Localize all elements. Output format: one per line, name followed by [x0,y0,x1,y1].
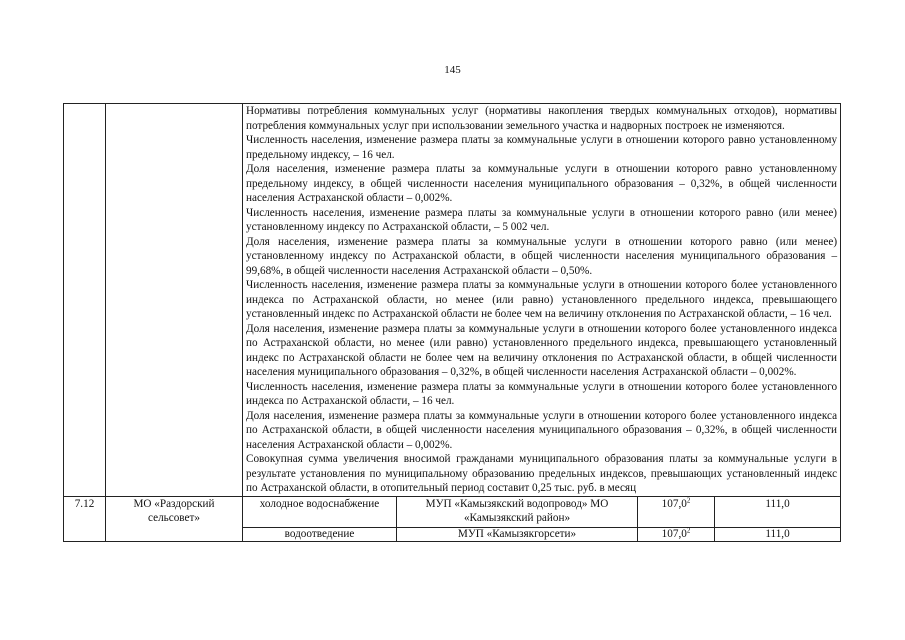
paragraph: Численность населения, изменение размера платы за коммунальные услуги в отношении которого равно (или менее) установленному индексу по Астраханской области, – 5 002 чел. [246,206,838,233]
provider-name: МУП «Камызякский водопровод» МО «Камызякский район» [397,496,638,527]
table-row [64,496,841,527]
empty-municipality-cell [106,104,243,497]
paragraph: Численность населения, изменение размера платы за коммунальные услуги в отношении которого более установленного индекса по Астраханской области, но менее (или равно) установленного предельного индекса, превышающего установленный индекс по Астраханской области не более чем на величину отклонения по Астраханской области, – 16 чел. [246,279,838,320]
document-table [63,103,841,542]
index-footnote: 2 [686,495,691,504]
paragraph: Численность населения, изменение размера платы за коммунальные услуги в отношении которого равно установленному предельному индексу, – 16 чел. [246,134,838,161]
service-name: холодное водоснабжение [243,496,397,527]
limit-value: 111,0 [715,527,841,541]
service-name: водоотведение [243,527,397,541]
paragraph: Доля населения, изменение размера платы за коммунальные услуги в отношении которого равно (или менее) установленному индексу по Астраханской области, в общей численности населения муниципального образования – 99,68%, в общей численности населения Астраханской области – 0,50%. [246,235,838,277]
paragraph: Доля населения, изменение размера платы за коммунальные услуги в отношении которого более установленного индекса по Астраханской области, в общей численности населения муниципального образования – 0,32%, в общей численности населения Астраханской области – 0,002%. [246,409,838,451]
empty-number-cell [64,104,106,497]
paragraph: Совокупная сумма увеличения вносимой гражданами муниципального образования платы за коммунальные услуги в результате установления по муниципальному образованию предельных индексов, превышающих установленный индекс по Астраханской области, в отопительный период составит 0,25 тыс. руб. в месяц [246,453,838,494]
index-value-cell [638,496,715,527]
municipality-name: МО «Раздорский сельсовет» [106,496,243,541]
limit-value: 111,0 [715,496,841,527]
index-value: 107,0 [661,527,687,540]
continuation-row [64,104,841,497]
continuation-text-cell [243,104,841,497]
index-value: 107,0 [661,497,687,510]
page-number: 145 [444,64,461,76]
paragraph: Доля населения, изменение размера платы за коммунальные услуги в отношении которого более установленного индекса по Астраханской области, но менее (или равно) установленного предельного индекса, превышающего установленный индекс по Астраханской области не более чем на величину отклонения по Астраханской области, в общей численности населения муниципального образования – 0,32%, в общей численности населения Астраханской области – 0,002%. [246,322,838,378]
paragraph: Нормативы потребления коммунальных услуг (нормативы накопления твердых коммунальных отходов), нормативы потребления коммунальных услуг при использовании земельного участка и надворных построек не изменяются. [246,105,838,132]
entry-number: 7.12 [64,496,106,541]
index-footnote: 2 [686,525,691,534]
paragraph: Численность населения, изменение размера платы за коммунальные услуги в отношении которого более установленного индекса по Астраханской области, – 16 чел. [246,380,838,407]
index-value-cell [638,527,715,541]
paragraph: Доля населения, изменение размера платы за коммунальные услуги в отношении которого равно установленному предельному индексу, в общей численности населения муниципального образования – 0,32%, в общей численности населения Астраханской области – 0,002%. [246,163,838,204]
provider-name: МУП «Камызякгорсети» [397,527,638,541]
